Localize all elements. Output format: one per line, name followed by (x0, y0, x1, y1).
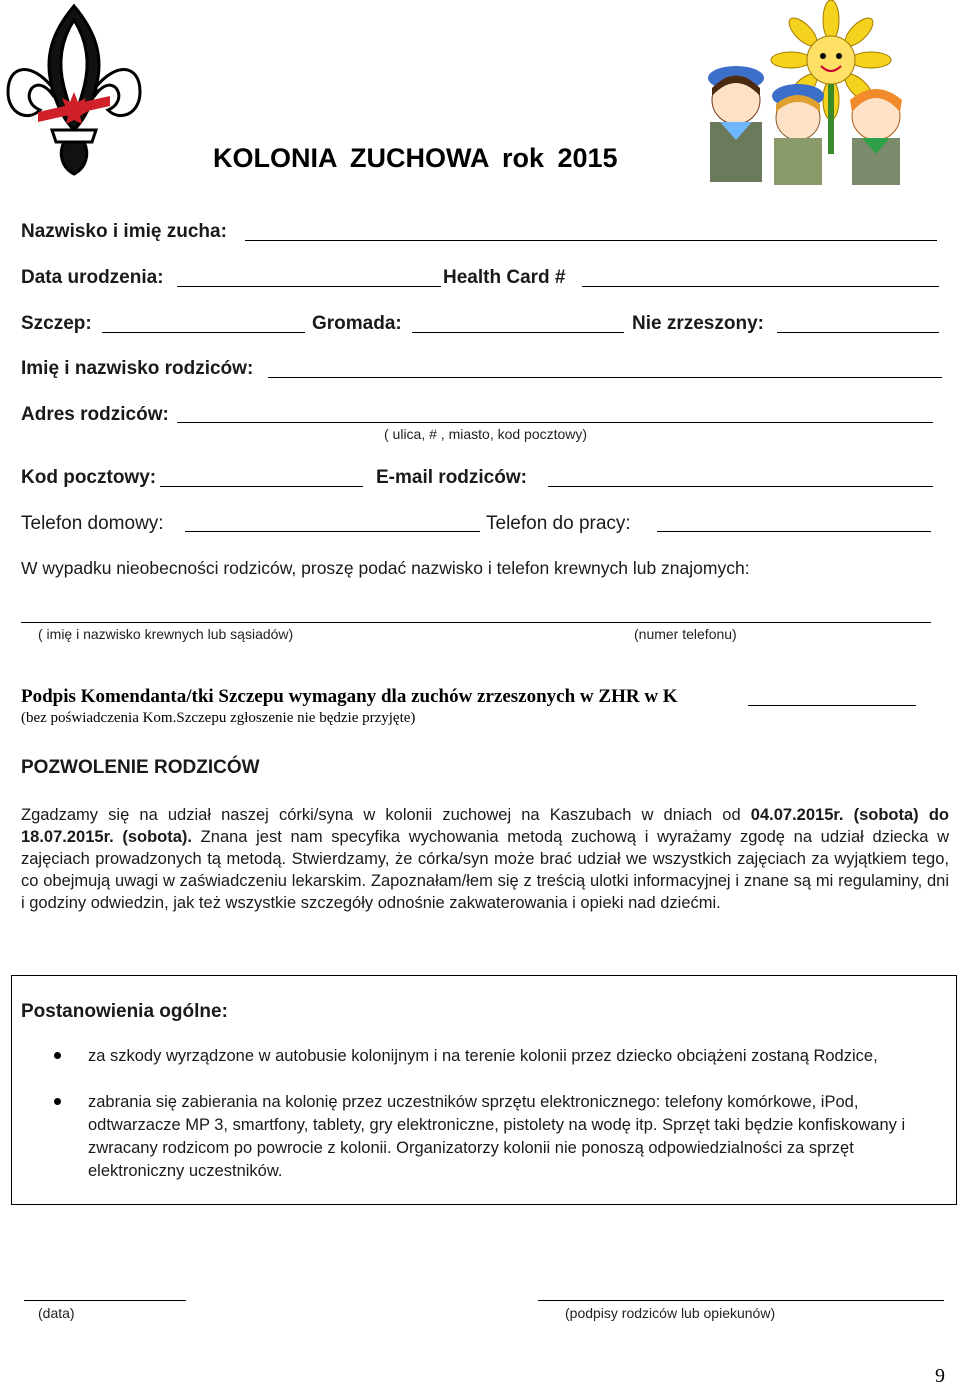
permission-text-part-3: Znana jest nam specyfika wychowania metodą zuchową i wyrażamy zgodę na udział dziecka w zajęciach prowadzonych tą metodą. Stwierdzamy, że córka/syn może brać udział we wszystkich zajęciach za wyjątkiem tego, co obejmują uwagi w zaświadczeniu lekarskim. Zapoznałam/łem się z treścią ulotki informacyjnej i znane są mi regulaminy, dni i godziny odwiedzin, jak też wszystkie szczegóły odnośnie zakwaterowania i opieki nad dziećmi. (21, 828, 950, 912)
date-signature-line[interactable] (24, 1300, 186, 1301)
parents-signature-line[interactable] (538, 1300, 944, 1301)
rule-item: za szkody wyrządzone w autobusie kolonijnym i na terenie kolonii przez dziecko obciążeni zostaną Rodzice, (88, 1047, 878, 1065)
parents-address-line[interactable] (177, 422, 933, 423)
relative-contact-line[interactable] (21, 622, 931, 623)
gromada-line[interactable] (412, 332, 624, 333)
postal-code-label: Kod pocztowy: (21, 467, 157, 488)
page-number: 9 (935, 1365, 945, 1387)
email-line[interactable] (548, 486, 933, 487)
address-hint: ( ulica, # , miasto, kod pocztowy) (384, 426, 588, 442)
general-rules-heading: Postanowienia ogólne: (21, 1001, 228, 1022)
niezrzeszony-label: Nie zrzeszony: (632, 313, 764, 334)
birth-date-line[interactable] (177, 286, 441, 287)
niezrzeszony-line[interactable] (777, 332, 939, 333)
commander-signature-subnote: (bez poświadczenia Kom.Szczepu zgłoszenie nie będzie przyjęte) (21, 710, 416, 726)
relative-phone-hint: (numer telefonu) (634, 626, 737, 642)
commander-signature-line[interactable] (748, 705, 916, 706)
child-name-label: Nazwisko i imię zucha: (21, 221, 227, 242)
bullet-icon (54, 1052, 61, 1059)
parents-address-label: Adres rodziców: (21, 404, 169, 425)
page-title: KOLONIA ZUCHOWA rok 2015 (213, 143, 618, 173)
absence-instruction: W wypadku nieobecności rodziców, proszę podać nazwisko i telefon krewnych lub znajomych: (21, 558, 750, 578)
gromada-label: Gromada: (312, 313, 402, 334)
home-phone-line[interactable] (185, 531, 480, 532)
postal-code-line[interactable] (160, 486, 363, 487)
start-date: 04.07.2015r. (sobota) (750, 806, 919, 824)
permission-heading: POZWOLENIE RODZICÓW (21, 757, 260, 778)
date-label: (data) (38, 1305, 75, 1321)
rule-item: zabrania się zabierania na kolonię przez uczestników sprzętu elektronicznego: telefony komórkowe, iPod, odtwarzacze MP 3, smartfony, tablety, gry elektroniczne, pistolety na wodę itp. Sprzęt taki będzie konfiskowany i zwracany rodzicom po powrocie z kolonii. Organizatorzy kolonii nie ponoszą odpowiedzialności za sprzęt elektroniczny uczestników. (88, 1093, 906, 1180)
cub-scouts-illustration (686, 0, 926, 185)
birth-date-label: Data urodzenia: (21, 267, 164, 288)
email-label: E-mail rodziców: (376, 467, 527, 488)
health-card-label: Health Card # (443, 267, 566, 288)
szczep-line[interactable] (102, 332, 305, 333)
permission-text (21, 804, 949, 914)
commander-signature-note: Podpis Komendanta/tki Szczepu wymagany dla zuchów zrzeszonych w ZHR w K (21, 686, 678, 707)
relative-name-hint: ( imię i nazwisko krewnych lub sąsiadów) (38, 626, 294, 642)
permission-text-part-1: Zgadzamy się na udział naszej córki/syna w kolonii zuchowej na Kaszubach w dniach od (21, 806, 751, 824)
child-name-line[interactable] (245, 240, 937, 241)
parents-name-label: Imię i nazwisko rodziców: (21, 358, 254, 379)
permission-text-part-2: do (918, 806, 949, 824)
parents-name-line[interactable] (268, 377, 942, 378)
home-phone-label: Telefon domowy: (21, 513, 164, 534)
fleur-de-lis-logo (2, 2, 147, 177)
work-phone-label: Telefon do pracy: (486, 513, 631, 534)
end-date: 18.07.2015r. (sobota). (21, 828, 193, 846)
health-card-line[interactable] (582, 286, 939, 287)
parents-signature-label: (podpisy rodziców lub opiekunów) (565, 1305, 776, 1321)
szczep-label: Szczep: (21, 313, 92, 334)
bullet-icon (54, 1098, 61, 1105)
work-phone-line[interactable] (657, 531, 931, 532)
